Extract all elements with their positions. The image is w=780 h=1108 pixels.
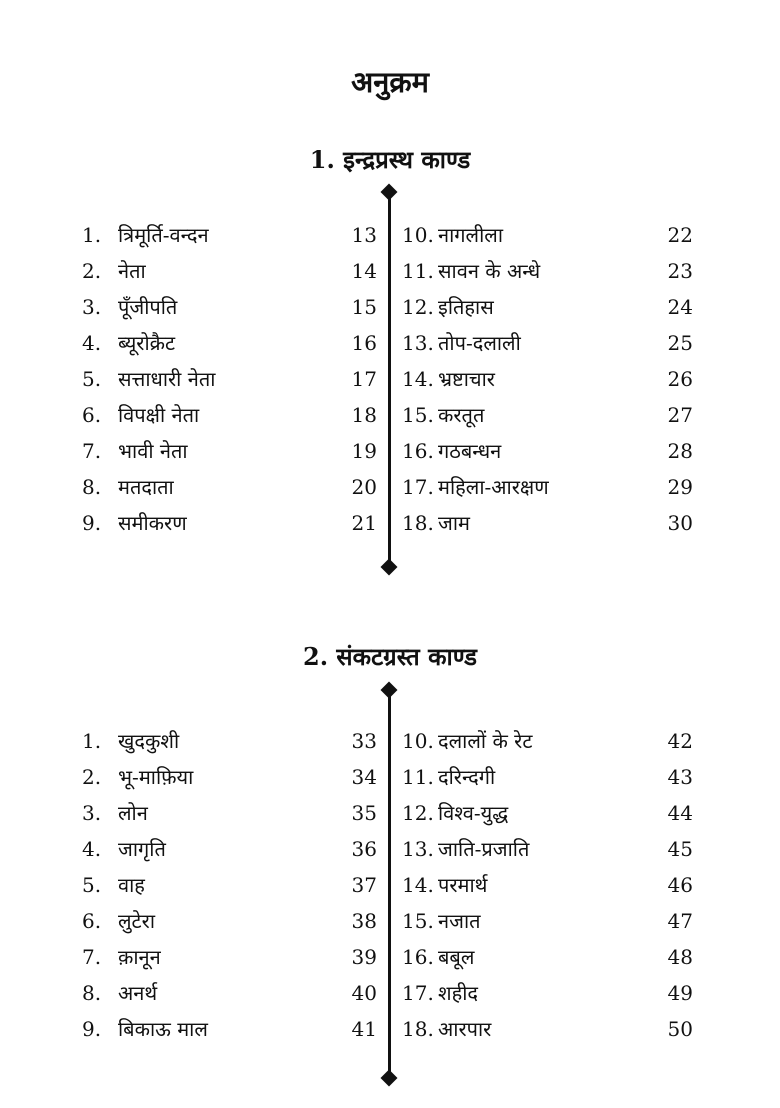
toc-entry	[82, 292, 377, 322]
toc-entry	[402, 978, 693, 1008]
toc-entry	[82, 834, 377, 864]
entry-title: गठबन्धन	[438, 439, 502, 463]
toc-entry	[402, 364, 693, 394]
toc-entry	[402, 870, 693, 900]
entry-title: करतूत	[438, 403, 485, 427]
entry-title: भू-माफ़िया	[118, 765, 194, 789]
toc-entry	[402, 508, 693, 538]
toc-entry	[402, 762, 693, 792]
entry-title: शहीद	[438, 981, 479, 1005]
entry-number: 12.	[402, 801, 434, 825]
entry-page-number: 40	[351, 981, 377, 1005]
entry-title: महिला-आरक्षण	[438, 475, 549, 499]
entry-page-number: 46	[667, 873, 693, 897]
entry-page-number: 49	[667, 981, 693, 1005]
entry-number: 16.	[402, 439, 434, 463]
entry-title: नजात	[438, 909, 481, 933]
column-divider	[388, 192, 391, 568]
entry-number: 3.	[82, 801, 102, 825]
entry-page-number: 36	[351, 837, 377, 861]
entry-title: समीकरण	[118, 511, 187, 535]
entry-title: नेता	[118, 259, 146, 283]
entry-page-number: 45	[667, 837, 693, 861]
entry-title: बबूल	[438, 945, 475, 969]
entry-number: 16.	[402, 945, 434, 969]
toc-entry	[82, 364, 377, 394]
entry-number: 13.	[402, 331, 434, 355]
column-divider	[388, 690, 391, 1078]
page-title: अनुक्रम	[351, 65, 429, 99]
toc-entry	[402, 472, 693, 502]
entry-number: 6.	[82, 909, 102, 933]
entry-page-number: 20	[351, 475, 377, 499]
entry-page-number: 29	[667, 475, 693, 499]
section-1-heading: 1. इन्द्रप्रस्थ काण्ड	[309, 145, 471, 174]
entry-page-number: 18	[351, 403, 377, 427]
toc-entry	[82, 798, 377, 828]
entry-number: 1.	[82, 729, 102, 753]
entry-number: 2.	[82, 765, 102, 789]
section-2-heading: 2. संकटग्रस्त काण्ड	[303, 642, 477, 671]
toc-entry	[402, 726, 693, 756]
toc-entry	[82, 436, 377, 466]
entry-page-number: 37	[351, 873, 377, 897]
entry-title: जाति-प्रजाति	[438, 837, 530, 861]
entry-number: 7.	[82, 439, 102, 463]
entry-title: लोन	[118, 801, 148, 825]
entry-page-number: 28	[667, 439, 693, 463]
entry-title: जाम	[438, 511, 470, 535]
entry-number: 13.	[402, 837, 434, 861]
entry-number: 15.	[402, 909, 434, 933]
toc-entry	[82, 328, 377, 358]
entry-title: ब्यूरोक्रैट	[118, 331, 176, 355]
entry-page-number: 50	[667, 1017, 693, 1041]
entry-page-number: 27	[667, 403, 693, 427]
toc-entry	[402, 256, 693, 286]
toc-entry	[82, 762, 377, 792]
toc-entry	[402, 1014, 693, 1044]
toc-entry	[402, 292, 693, 322]
entry-page-number: 43	[667, 765, 693, 789]
entry-number: 18.	[402, 1017, 434, 1041]
entry-title: बिकाऊ माल	[118, 1017, 208, 1041]
entry-number: 11.	[402, 765, 434, 789]
entry-number: 12.	[402, 295, 434, 319]
entry-title: जागृति	[118, 837, 166, 861]
entry-number: 9.	[82, 1017, 102, 1041]
entry-page-number: 19	[351, 439, 377, 463]
toc-entry	[82, 870, 377, 900]
toc-entry	[82, 508, 377, 538]
toc-entry	[402, 400, 693, 430]
entry-number: 2.	[82, 259, 102, 283]
entry-page-number: 41	[351, 1017, 377, 1041]
entry-number: 6.	[82, 403, 102, 427]
entry-number: 10.	[402, 223, 434, 247]
entry-number: 10.	[402, 729, 434, 753]
entry-number: 17.	[402, 981, 434, 1005]
entry-title: क़ानून	[118, 945, 161, 969]
entry-title: सत्ताधारी नेता	[118, 367, 216, 391]
entry-page-number: 13	[351, 223, 377, 247]
entry-title: मतदाता	[118, 475, 174, 499]
entry-page-number: 26	[667, 367, 693, 391]
entry-page-number: 23	[667, 259, 693, 283]
entry-page-number: 35	[351, 801, 377, 825]
toc-entry	[402, 942, 693, 972]
entry-title: विश्व-युद्ध	[438, 801, 509, 825]
entry-page-number: 39	[351, 945, 377, 969]
entry-number: 3.	[82, 295, 102, 319]
toc-entry	[82, 942, 377, 972]
entry-number: 14.	[402, 367, 434, 391]
toc-entry	[82, 1014, 377, 1044]
entry-number: 1.	[82, 223, 102, 247]
entry-page-number: 25	[667, 331, 693, 355]
toc-entry	[402, 220, 693, 250]
entry-page-number: 44	[667, 801, 693, 825]
entry-page-number: 21	[351, 511, 377, 535]
entry-page-number: 38	[351, 909, 377, 933]
entry-title: नागलीला	[438, 223, 504, 247]
entry-page-number: 42	[667, 729, 693, 753]
toc-entry	[82, 906, 377, 936]
entry-page-number: 47	[667, 909, 693, 933]
entry-title: भ्रष्टाचार	[438, 367, 495, 391]
entry-title: वाह	[118, 873, 145, 897]
entry-number: 8.	[82, 475, 102, 499]
entry-number: 4.	[82, 837, 102, 861]
entry-page-number: 34	[351, 765, 377, 789]
toc-entry	[402, 436, 693, 466]
entry-number: 17.	[402, 475, 434, 499]
divider-diamond-bottom	[381, 1070, 398, 1087]
entry-title: विपक्षी नेता	[118, 403, 200, 427]
entry-title: अनर्थ	[118, 981, 158, 1005]
entry-page-number: 24	[667, 295, 693, 319]
entry-number: 18.	[402, 511, 434, 535]
entry-number: 14.	[402, 873, 434, 897]
toc-entry	[402, 834, 693, 864]
toc-entry	[82, 726, 377, 756]
entry-number: 4.	[82, 331, 102, 355]
entry-number: 5.	[82, 367, 102, 391]
toc-entry	[402, 328, 693, 358]
toc-entry	[82, 978, 377, 1008]
entry-title: दरिन्दगी	[438, 765, 496, 789]
toc-entry	[402, 906, 693, 936]
entry-number: 15.	[402, 403, 434, 427]
entry-title: सावन के अन्धे	[438, 259, 541, 283]
entry-page-number: 48	[667, 945, 693, 969]
entry-title: आरपार	[438, 1017, 492, 1041]
entry-page-number: 30	[667, 511, 693, 535]
toc-entry	[82, 400, 377, 430]
entry-number: 5.	[82, 873, 102, 897]
entry-number: 9.	[82, 511, 102, 535]
entry-title: त्रिमूर्ति-वन्दन	[118, 223, 209, 247]
entry-page-number: 16	[351, 331, 377, 355]
entry-number: 11.	[402, 259, 434, 283]
entry-title: खुदकुशी	[118, 729, 180, 753]
toc-entry	[82, 472, 377, 502]
entry-title: दलालों के रेट	[438, 729, 533, 753]
entry-number: 8.	[82, 981, 102, 1005]
entry-title: भावी नेता	[118, 439, 188, 463]
divider-diamond-bottom	[381, 559, 398, 576]
entry-number: 7.	[82, 945, 102, 969]
entry-page-number: 33	[351, 729, 377, 753]
toc-entry	[82, 220, 377, 250]
entry-title: परमार्थ	[438, 873, 488, 897]
entry-page-number: 22	[667, 223, 693, 247]
entry-page-number: 15	[351, 295, 377, 319]
toc-entry	[402, 798, 693, 828]
entry-title: लुटेरा	[118, 909, 155, 933]
entry-title: इतिहास	[438, 295, 494, 319]
entry-title: पूँजीपति	[118, 295, 178, 319]
toc-entry	[82, 256, 377, 286]
entry-page-number: 14	[351, 259, 377, 283]
entry-page-number: 17	[351, 367, 377, 391]
entry-title: तोप-दलाली	[438, 331, 521, 355]
